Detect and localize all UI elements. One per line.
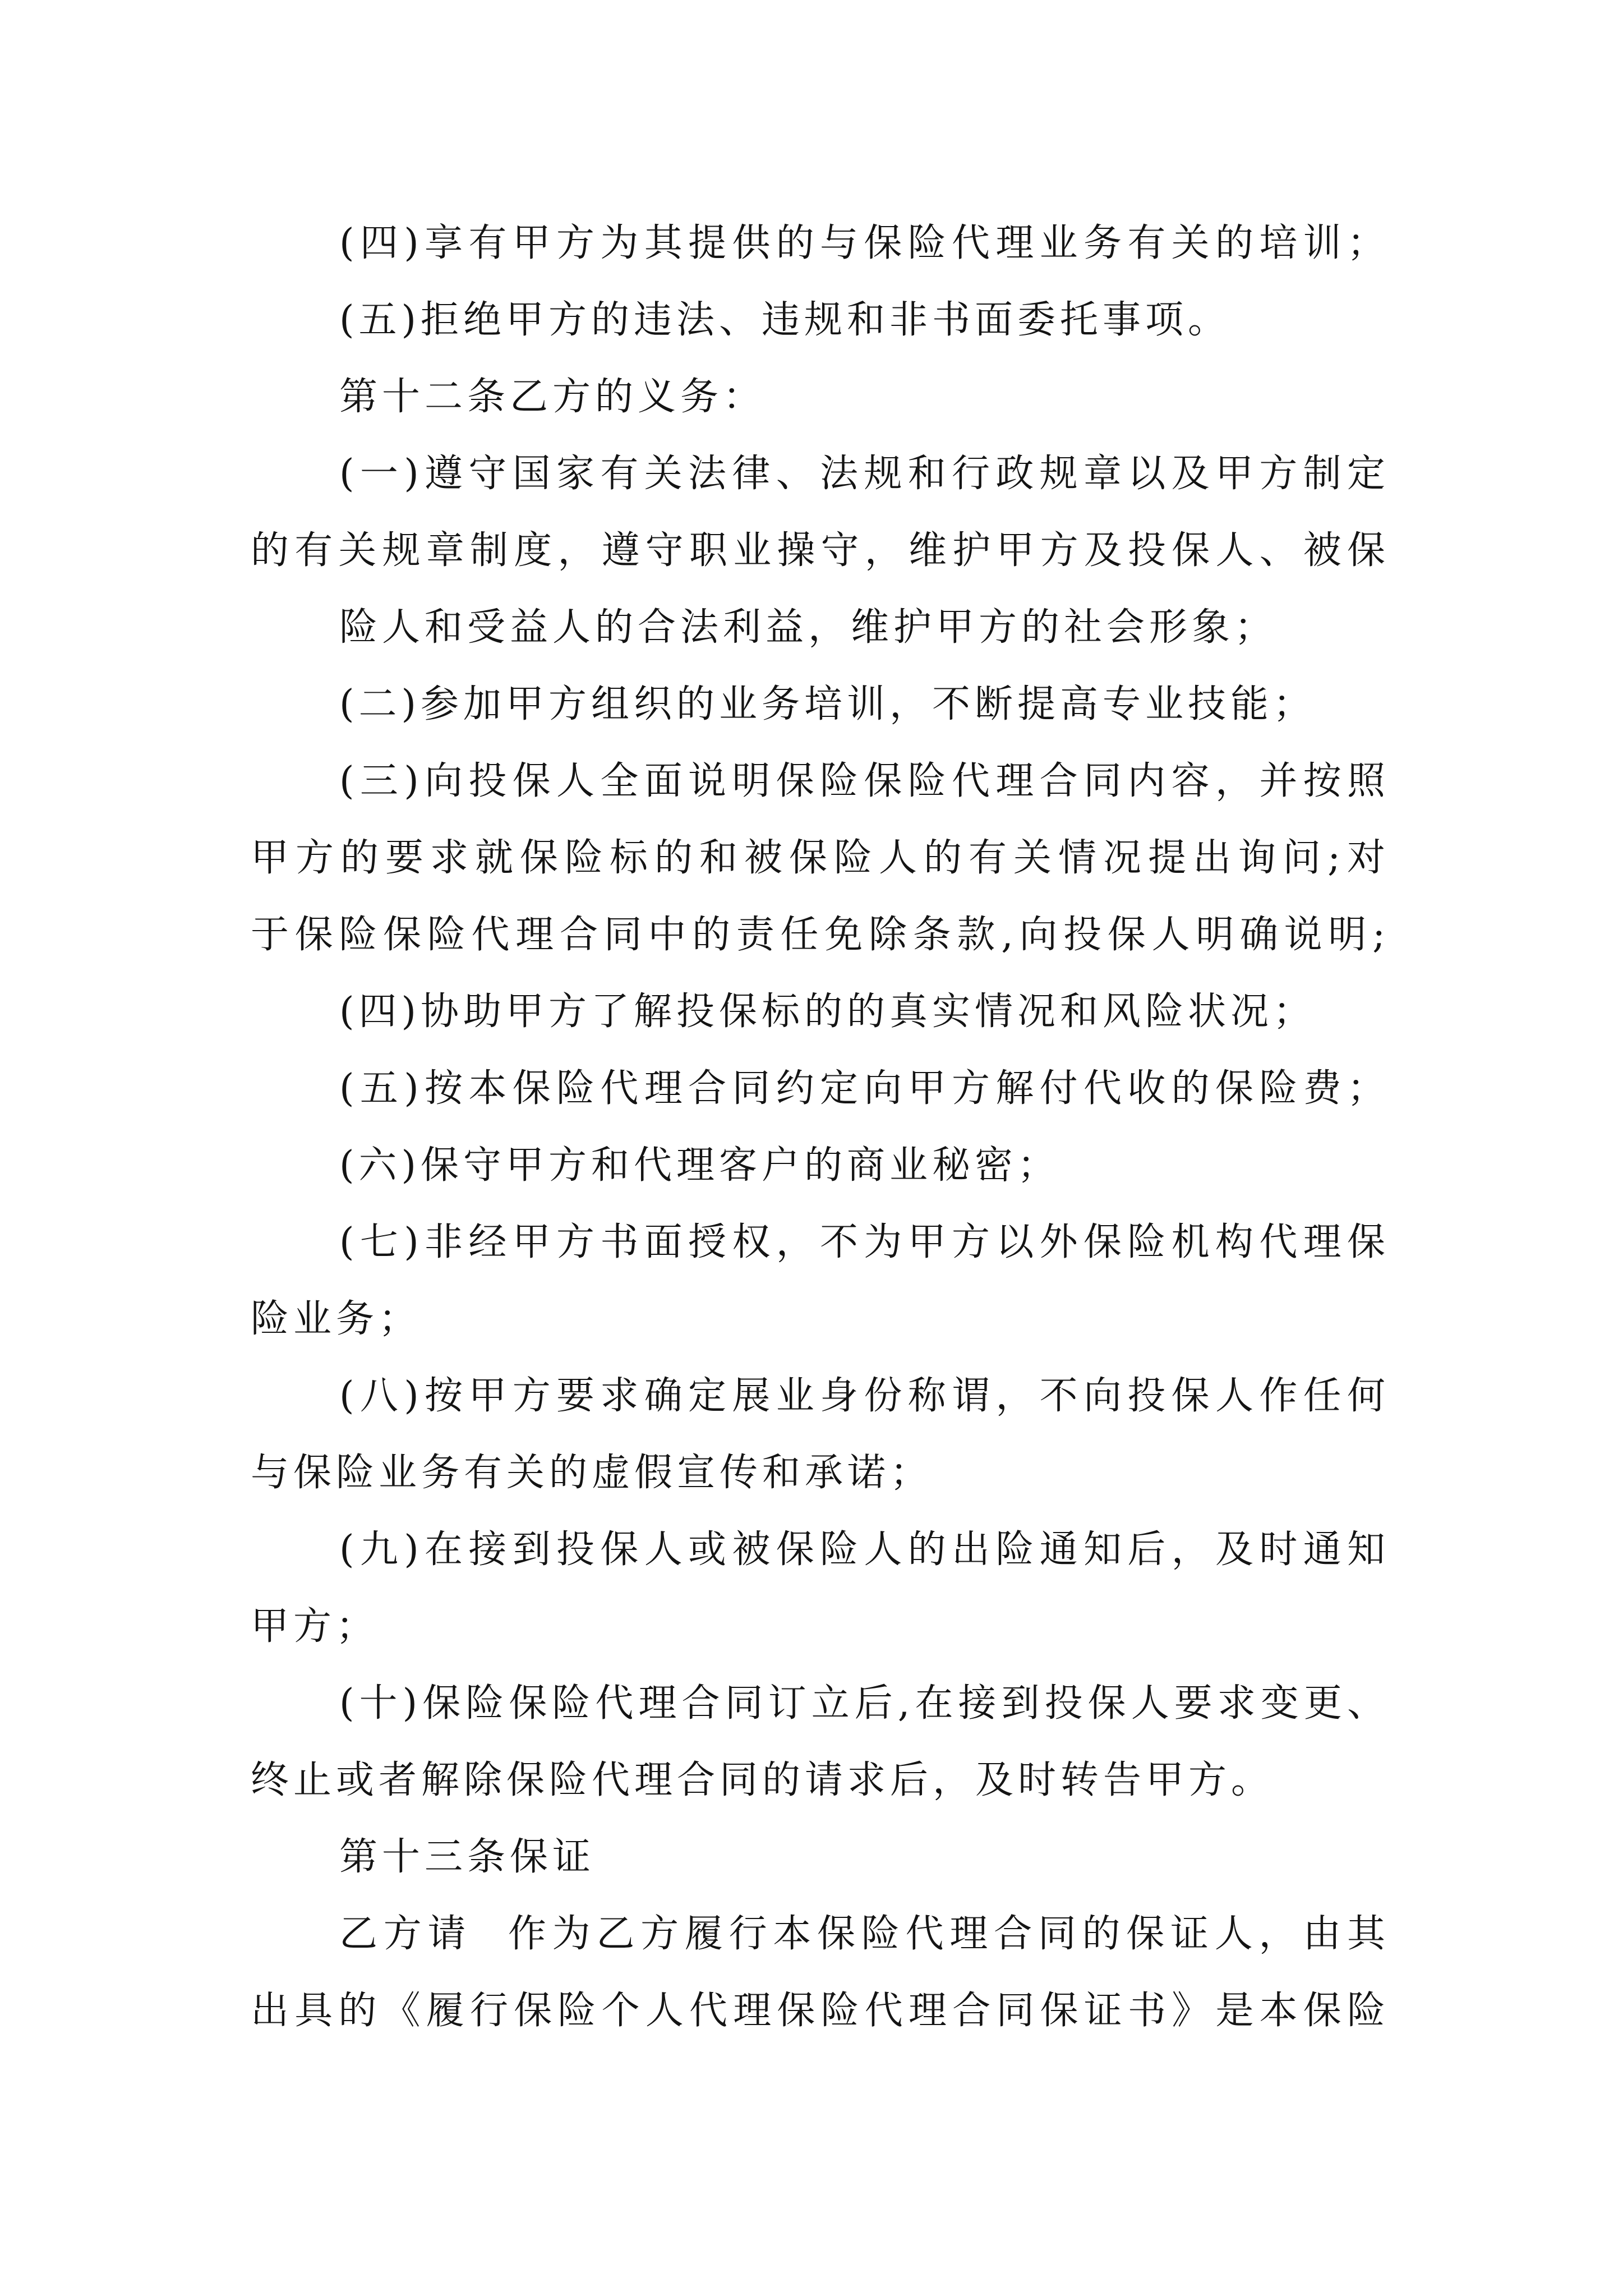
text-line: 的有关规章制度，遵守职业操守，维护甲方及投保人、被保 <box>251 528 1390 573</box>
text-line: (五)按本保险代理合同约定向甲方解付代收的保险费； <box>339 1066 1390 1111</box>
text-line: (三)向投保人全面说明保险保险代理合同内容，并按照 <box>339 759 1390 803</box>
text-line: 乙方请 作为乙方履行本保险代理合同的保证人，由其 <box>339 1912 1390 1956</box>
text-line: (一)遵守国家有关法律、法规和行政规章以及甲方制定 <box>339 452 1390 496</box>
text-line: (四)享有甲方为其提供的与保险代理业务有关的培训； <box>339 221 1390 265</box>
text-line: (二)参加甲方组织的业务培训，不断提高专业技能； <box>339 682 1316 726</box>
article-heading: 第十三条保证 <box>339 1835 596 1879</box>
text-line: (七)非经甲方书面授权，不为甲方以外保险机构代理保 <box>339 1220 1390 1264</box>
text-line: 甲方的要求就保险标的和被保险人的有关情况提出询问;对 <box>251 836 1390 880</box>
text-line: 终止或者解除保险代理合同的请求后，及时转告甲方。 <box>251 1758 1274 1802</box>
text-line: (八)按甲方要求确定展业身份称谓，不向投保人作任何 <box>339 1374 1390 1418</box>
text-line: 甲方； <box>251 1604 379 1649</box>
text-line: (九)在接到投保人或被保险人的出险通知后，及时通知 <box>339 1527 1390 1572</box>
document-body <box>251 205 1390 2049</box>
text-line: (六)保守甲方和代理客户的商业秘密； <box>339 1143 1061 1188</box>
text-line: 出具的《履行保险个人代理保险代理合同保证书》是本保险 <box>251 1989 1390 2033</box>
text-line: (十)保险保险代理合同订立后,在接到投保人要求变更、 <box>339 1681 1390 1726</box>
text-line: 与保险业务有关的虚假宣传和承诺； <box>251 1451 933 1495</box>
text-line: 险人和受益人的合法利益，维护甲方的社会形象； <box>339 605 1278 650</box>
text-line: (四)协助甲方了解投保标的的真实情况和风险状况； <box>339 990 1316 1034</box>
text-line: 于保险保险代理合同中的责任免除条款,向投保人明确说明; <box>251 913 1390 957</box>
text-line: (五)拒绝甲方的违法、违规和非书面委托事项。 <box>339 298 1231 342</box>
text-line: 险业务； <box>251 1297 422 1341</box>
article-heading: 第十二条乙方的义务： <box>339 375 766 419</box>
